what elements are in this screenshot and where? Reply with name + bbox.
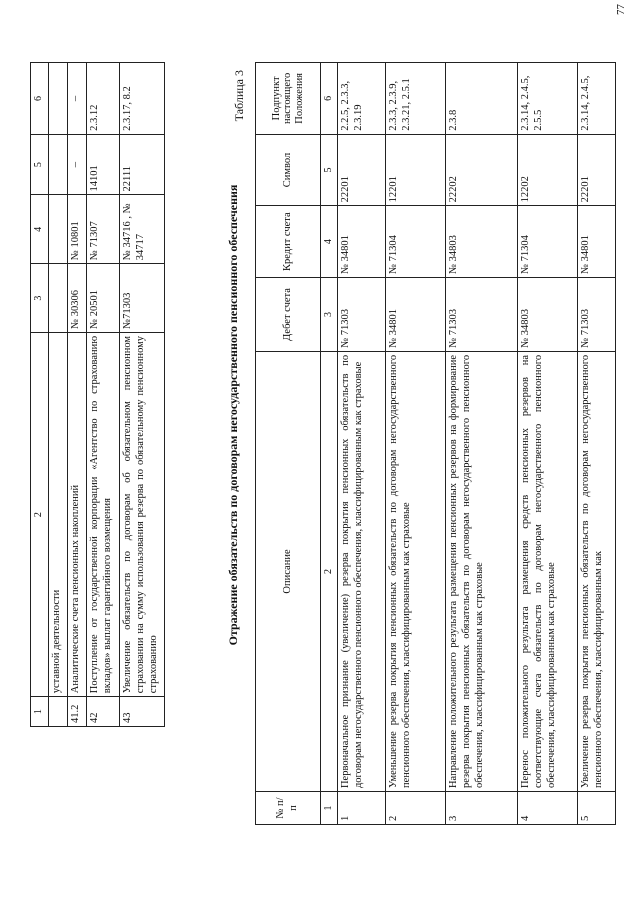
col-num-5: 5 [321, 134, 338, 206]
col-num-6: 6 [31, 63, 49, 135]
row-col5: 22111 [120, 134, 165, 195]
row-debit: № 34803 [518, 277, 578, 351]
col-num-6: 6 [321, 63, 338, 135]
row-col4: № 71307 [87, 195, 120, 264]
row-col6: – [68, 63, 87, 135]
row-col4 [49, 195, 68, 264]
row-debit: № 71303 [578, 277, 616, 351]
col-num-1: 1 [321, 792, 338, 825]
row-description: Увеличение резерва покрытия пенсионных обязательств по договорам негосударственного пенсионного обеспечения, классифицированным как [578, 351, 616, 791]
row-symbol: 22201 [338, 134, 386, 206]
row-description: Уменьшение резерва покрытия пенсионных обязательств по договорам негосударственного пенсионного обеспечения, классифицированным как страховые [386, 351, 446, 791]
col-num-3: 3 [31, 264, 49, 333]
table3-number-row [321, 63, 338, 825]
row-number: 41.2 [68, 697, 87, 727]
row-number: 2 [386, 792, 446, 825]
row-col4: № 10801 [68, 195, 87, 264]
row-description: Первоначальное признание (увеличение) резерва покрытия пенсионных обязательств по договорам негосударственного пенсионного обеспечения, классифицированным как страховые [338, 351, 386, 791]
row-debit: № 71303 [338, 277, 386, 351]
row-credit: № 34801 [578, 206, 616, 278]
column-number-row [31, 63, 49, 727]
table3-title: Отражение обязательств по договорам негосударственного пенсионного обеспечения [226, 184, 240, 646]
row-clause: 2.3.14, 2.4.5, 2.5.5 [518, 63, 578, 135]
row-col3: № 30306 [68, 264, 87, 333]
row-description: Перенос положительного результата размещения средств пенсионных резервов на соответствующие счета обязательств по договорам негосударственного пенсионного обеспечения, классифицированным как страховые [518, 351, 578, 791]
row-debit: № 34801 [386, 277, 446, 351]
table-row [578, 63, 616, 825]
row-number: 42 [87, 697, 120, 727]
row-description: Аналитические счета пенсионных накоплений [68, 332, 87, 696]
header-clause: Подпункт настоящего Положения [256, 63, 321, 135]
row-description: Увеличение обязательств по договорам об обязательном пенсионном страховании на сумму использования резерва по обязательному пенсионному страхованию [120, 332, 165, 696]
table-row [68, 63, 87, 727]
col-num-1: 1 [31, 697, 49, 727]
page-number: 77 [615, 4, 627, 15]
continuation-table [30, 62, 165, 727]
row-col6: 2.3.12 [87, 63, 120, 135]
row-debit: № 71303 [446, 277, 518, 351]
table3-label: Таблица 3 [232, 70, 246, 122]
col-num-5: 5 [31, 134, 49, 195]
table-row [386, 63, 446, 825]
row-symbol: 22202 [446, 134, 518, 206]
header-num: № п/п [256, 792, 321, 825]
row-credit: № 71304 [386, 206, 446, 278]
header-credit: Кредит счета [256, 206, 321, 278]
row-credit: № 34801 [338, 206, 386, 278]
row-description: Направление положительного результата размещения пенсионных резервов на формирование резерва покрытия пенсионных обязательств по договорам негосударственного пенсионного обеспечения, классифицированным как страховые [446, 351, 518, 791]
row-number [49, 697, 68, 727]
table3 [255, 62, 616, 825]
col-num-4: 4 [321, 206, 338, 278]
row-col5: 14101 [87, 134, 120, 195]
row-credit: № 34803 [446, 206, 518, 278]
row-number: 43 [120, 697, 165, 727]
row-col5 [49, 134, 68, 195]
row-col3 [49, 264, 68, 333]
row-clause: 2.2.5, 2.3.3, 2.3.19 [338, 63, 386, 135]
row-col3: №71303 [120, 264, 165, 333]
row-symbol: 22201 [578, 134, 616, 206]
row-clause: 2.3.8 [446, 63, 518, 135]
col-num-4: 4 [31, 195, 49, 264]
row-col3: № 20501 [87, 264, 120, 333]
row-credit: № 71304 [518, 206, 578, 278]
row-col6: 2.3.17, 8.2 [120, 63, 165, 135]
col-num-2: 2 [31, 332, 49, 696]
table-row [87, 63, 120, 727]
row-number: 4 [518, 792, 578, 825]
col-num-2: 2 [321, 351, 338, 791]
row-number: 5 [578, 792, 616, 825]
table3-header-row [256, 63, 321, 825]
row-description: Поступление от государственной корпорации «Агентство по страхованию вкладов» выплат гарантийного возмещения [87, 332, 120, 696]
header-description: Описание [256, 351, 321, 791]
row-clause: 2.3.3, 2.3.9, 2.3.21, 2.5.1 [386, 63, 446, 135]
row-col4: № 34716 , № 34717 [120, 195, 165, 264]
row-clause: 2.3.14, 2.4.5, [578, 63, 616, 135]
table-row [446, 63, 518, 825]
table-row [120, 63, 165, 727]
col-num-3: 3 [321, 277, 338, 351]
table-row [49, 63, 68, 727]
row-symbol: 12201 [386, 134, 446, 206]
row-symbol: 12202 [518, 134, 578, 206]
row-number: 3 [446, 792, 518, 825]
row-col6 [49, 63, 68, 135]
table-row [338, 63, 386, 825]
row-col5: – [68, 134, 87, 195]
row-description: уставной деятельности [49, 332, 68, 696]
row-number: 1 [338, 792, 386, 825]
table-row [518, 63, 578, 825]
header-symbol: Символ [256, 134, 321, 206]
header-debit: Дебет счета [256, 277, 321, 351]
